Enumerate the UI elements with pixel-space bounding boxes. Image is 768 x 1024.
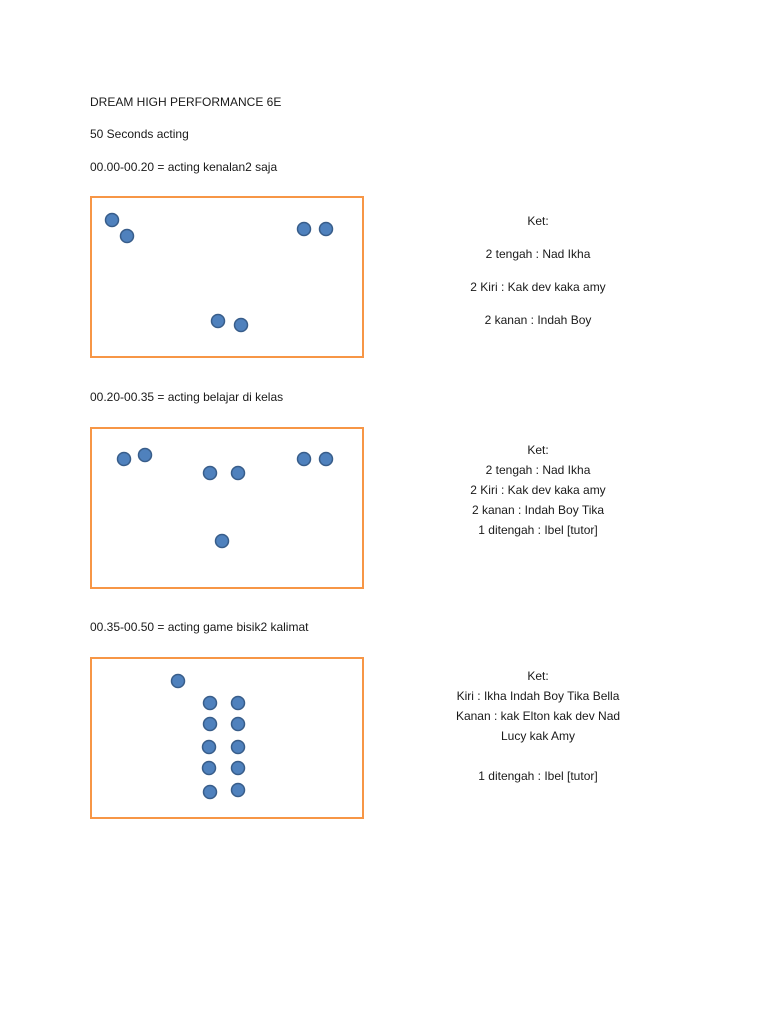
scene-1-note-label: Ket: xyxy=(527,214,549,228)
scene-3-heading: 00.35-00.50 = acting game bisik2 kalimat xyxy=(90,620,309,634)
performer-dot xyxy=(139,449,152,462)
performer-dot xyxy=(204,697,217,710)
performer-dot xyxy=(203,741,216,754)
performer-dot xyxy=(298,223,311,236)
scene-3-note-label: Ket: xyxy=(527,669,549,683)
scene-3-stage-diagram xyxy=(90,657,364,819)
performer-dot xyxy=(232,697,245,710)
performer-dot xyxy=(320,453,333,466)
performer-dot xyxy=(320,223,333,236)
performer-dot xyxy=(235,319,248,332)
scene-3-note-right-cont: Lucy kak Amy xyxy=(500,729,576,743)
performer-dot xyxy=(232,762,245,775)
performer-dot xyxy=(232,784,245,797)
scene-2-note-right: 2 kanan : Indah Boy Tika xyxy=(471,503,605,517)
scene-1-stage-diagram xyxy=(90,196,364,358)
scene-3-note-spacer xyxy=(418,746,658,766)
document-subtitle: 50 Seconds acting xyxy=(90,127,189,141)
performer-dot xyxy=(106,214,119,227)
performer-dot xyxy=(298,453,311,466)
scene-1-heading: 00.00-00.20 = acting kenalan2 saja xyxy=(90,160,278,174)
scene-2-note-left: 2 Kiri : Kak dev kaka amy xyxy=(470,483,606,497)
scene-2-notes xyxy=(418,440,658,540)
performer-dot xyxy=(232,741,245,754)
scene-3-note-left: Kiri : Ikha Indah Boy Tika Bella xyxy=(456,689,620,703)
scene-1-notes xyxy=(418,214,658,346)
performer-dot xyxy=(204,786,217,799)
scene-3-note-right: Kanan : kak Elton kak dev Nad xyxy=(455,709,621,723)
scene-3-notes xyxy=(418,666,658,786)
performer-dot xyxy=(203,762,216,775)
performer-dot xyxy=(172,675,185,688)
scene-2-heading: 00.20-00.35 = acting belajar di kelas xyxy=(90,390,284,404)
performer-dot xyxy=(204,467,217,480)
performer-dot xyxy=(121,230,134,243)
scene-1-note-center: 2 tengah : Nad Ikha xyxy=(485,247,591,261)
scene-3-note-tutor: 1 ditengah : Ibel [tutor] xyxy=(478,769,598,783)
document-title: DREAM HIGH PERFORMANCE 6E xyxy=(90,95,282,109)
performer-dot xyxy=(232,718,245,731)
scene-1-note-left: 2 Kiri : Kak dev kaka amy xyxy=(470,280,606,294)
performer-dot xyxy=(232,467,245,480)
performer-dot xyxy=(118,453,131,466)
scene-2-note-center: 2 tengah : Nad Ikha xyxy=(485,463,591,477)
scene-3-formation xyxy=(92,659,362,817)
scene-1-formation xyxy=(92,198,362,356)
scene-2-stage-diagram xyxy=(90,427,364,589)
scene-1-note-right: 2 kanan : Indah Boy xyxy=(484,313,592,327)
performer-dot xyxy=(204,718,217,731)
performer-dot xyxy=(216,535,229,548)
scene-2-formation xyxy=(92,429,362,587)
scene-2-note-tutor: 1 ditengah : Ibel [tutor] xyxy=(478,523,598,537)
scene-2-note-label: Ket: xyxy=(527,443,549,457)
performer-dot xyxy=(212,315,225,328)
